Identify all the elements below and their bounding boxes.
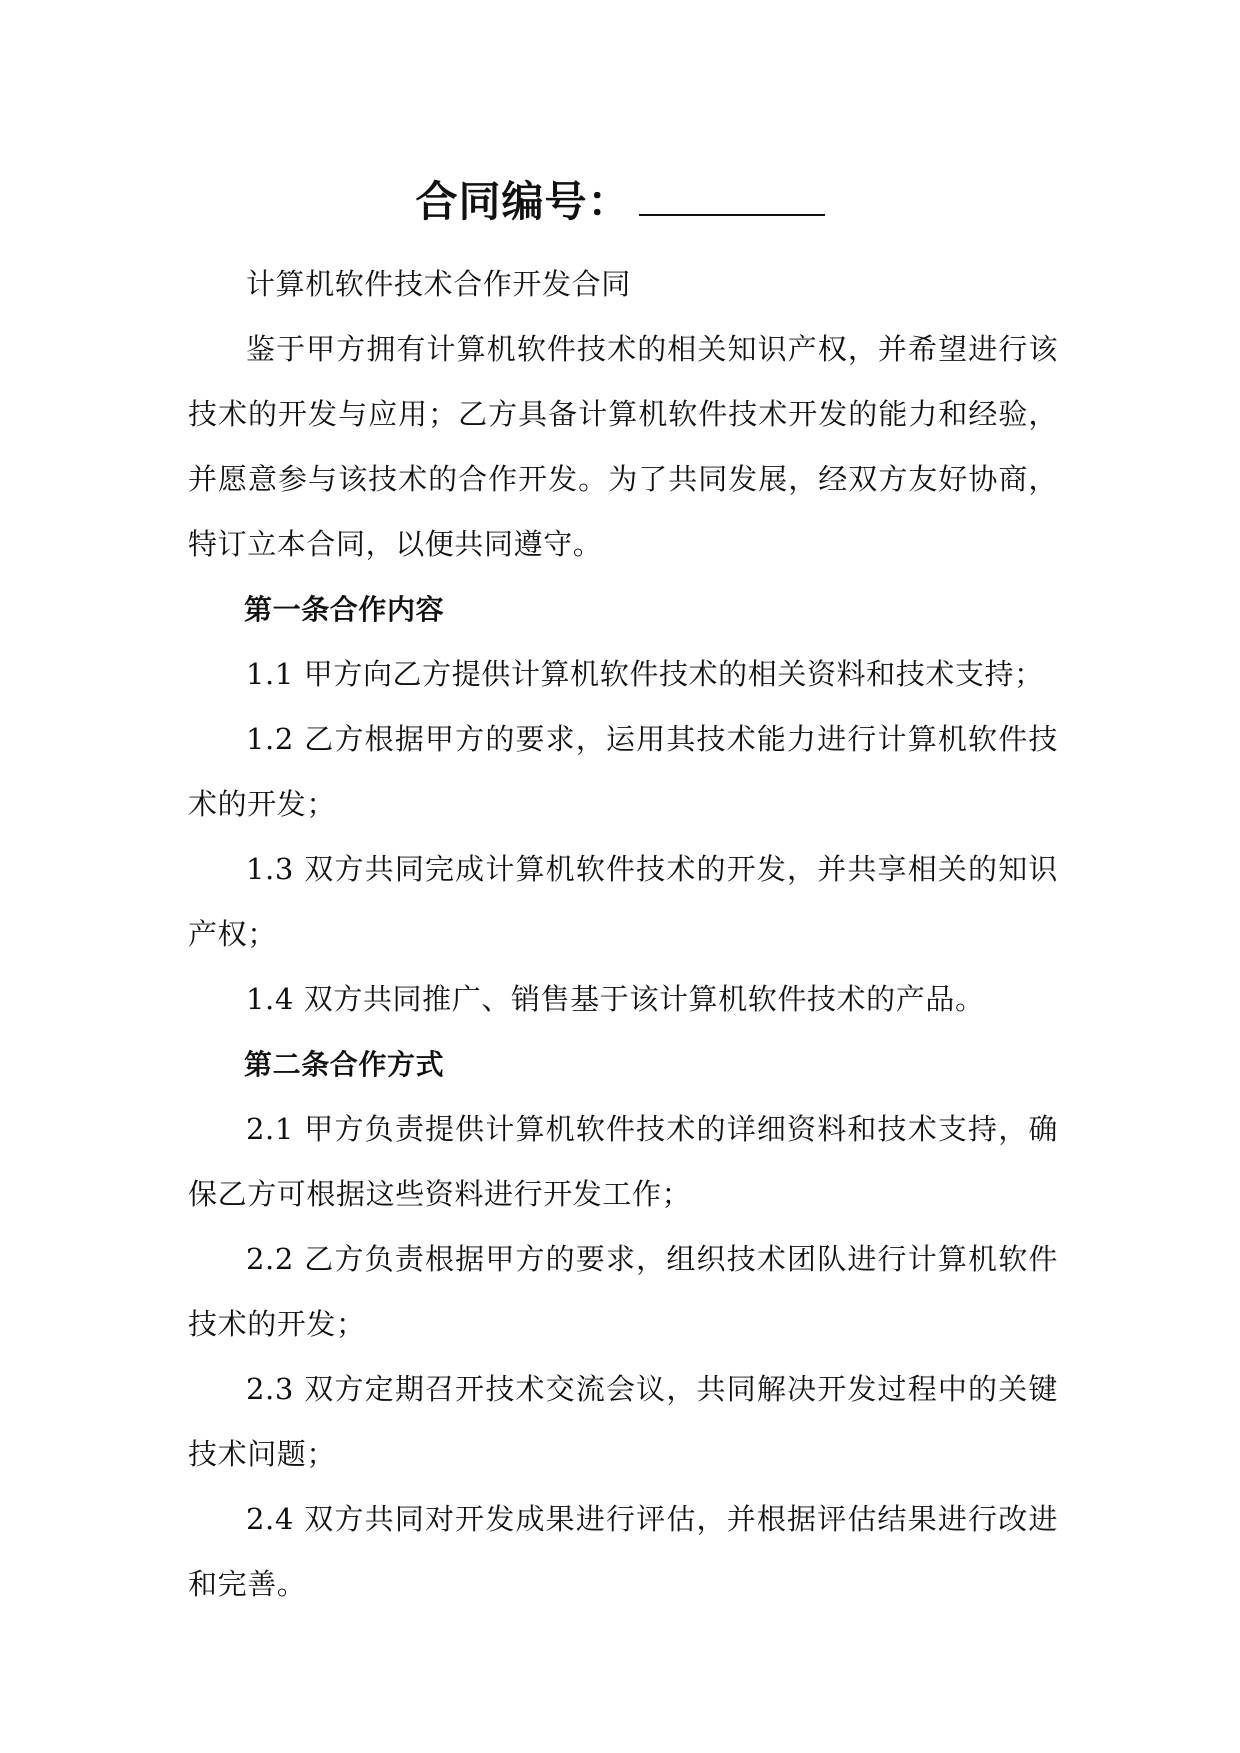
clause-1-4: 1.4 双方共同推广、销售基于该计算机软件技术的产品。	[246, 982, 985, 1016]
contract-number-label: 合同编号：	[415, 177, 631, 226]
contract-number-title	[0, 172, 1240, 232]
clause-2-3: 2.3 双方定期召开技术交流会议，共同解决开发过程中的关键技术问题；	[188, 1372, 1058, 1471]
preamble-paragraph: 鉴于甲方拥有计算机软件技术的相关知识产权，并希望进行该技术的开发与应用；乙方具备计算机软件技术开发的能力和经验，并愿意参与该技术的合作开发。为了共同发展，经双方友好协商，特订立本合同，以便共同遵守。	[188, 332, 1058, 561]
contract-body	[188, 252, 1058, 1617]
clause-1-3: 1.3 双方共同完成计算机软件技术的开发，并共享相关的知识产权；	[188, 852, 1058, 951]
clause-2-4: 2.4 双方共同对开发成果进行评估，并根据评估结果进行改进和完善。	[188, 1502, 1058, 1601]
clause-2-1: 2.1 甲方负责提供计算机软件技术的详细资料和技术支持，确保乙方可根据这些资料进行开发工作；	[188, 1112, 1058, 1211]
section-2-heading: 第二条合作方式	[244, 1048, 445, 1081]
contract-number-blank	[639, 174, 825, 216]
clause-1-2: 1.2 乙方根据甲方的要求，运用其技术能力进行计算机软件技术的开发；	[188, 722, 1058, 821]
contract-subtitle: 计算机软件技术合作开发合同	[246, 267, 631, 301]
clause-2-2: 2.2 乙方负责根据甲方的要求，组织技术团队进行计算机软件技术的开发；	[188, 1242, 1058, 1341]
clause-1-1: 1.1 甲方向乙方提供计算机软件技术的相关资料和技术支持；	[246, 657, 1044, 691]
section-1-heading: 第一条合作内容	[244, 593, 445, 626]
